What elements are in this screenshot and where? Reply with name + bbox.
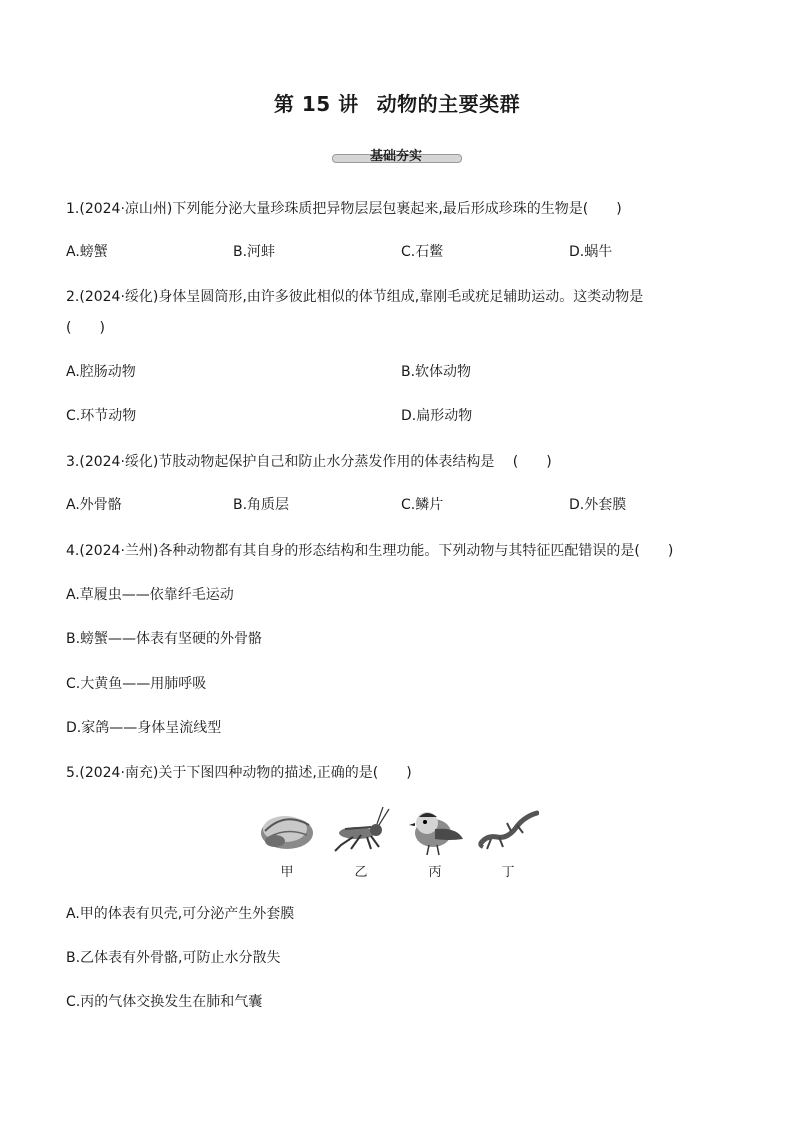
question-4-option-c: C.大黄鱼——用肺呼吸 bbox=[66, 676, 207, 692]
question-4-option-b: B.螃蟹——体表有坚硬的外骨骼 bbox=[66, 631, 263, 647]
page-title bbox=[0, 88, 794, 117]
question-1-option-a: A.螃蟹 bbox=[66, 244, 108, 260]
lesson-number: 第 15 讲 bbox=[273, 92, 359, 116]
question-3-option-a: A.外骨骼 bbox=[66, 497, 122, 513]
question-1-option-b: B.河蚌 bbox=[233, 244, 276, 260]
figure-label-jia: 甲 bbox=[280, 865, 294, 880]
lesson-topic: 动物的主要类群 bbox=[376, 92, 521, 116]
section-tag bbox=[332, 145, 460, 165]
animals-figure bbox=[255, 805, 545, 885]
question-5-option-c: C.丙的气体交换发生在肺和气囊 bbox=[66, 994, 263, 1010]
question-3-option-b: B.角质层 bbox=[233, 497, 290, 513]
question-1-option-d: D.蜗牛 bbox=[569, 244, 613, 260]
question-2-stem-line1: 2.(2024·绥化)身体呈圆筒形,由许多彼此相似的体节组成,靠刚毛或疣足辅助运动。这类动物是 bbox=[66, 289, 644, 305]
figure-label-ding: 丁 bbox=[501, 865, 515, 880]
lizard-image bbox=[477, 805, 539, 855]
bird-image bbox=[405, 805, 465, 857]
question-5-option-a: A.甲的体表有贝壳,可分泌产生外套膜 bbox=[66, 906, 295, 922]
question-2-option-b: B.软体动物 bbox=[401, 364, 472, 380]
question-2-option-a: A.腔肠动物 bbox=[66, 364, 136, 380]
question-4-stem: 4.(2024·兰州)各种动物都有其自身的形态结构和生理功能。下列动物与其特征匹配错误的是( ) bbox=[66, 543, 674, 559]
grasshopper-image bbox=[331, 805, 391, 855]
question-2-option-d: D.扁形动物 bbox=[401, 408, 473, 424]
question-3-stem: 3.(2024·绥化)节肢动物起保护自己和防止水分蒸发作用的体表结构是 ( ) bbox=[66, 454, 552, 470]
figure-label-yi: 乙 bbox=[354, 865, 368, 880]
question-2-option-c: C.环节动物 bbox=[66, 408, 137, 424]
question-2-stem-line2: ( ) bbox=[66, 320, 105, 336]
section-tag-label: 基础夯实 bbox=[369, 149, 422, 164]
question-5-stem: 5.(2024·南充)关于下图四种动物的描述,正确的是( ) bbox=[66, 765, 412, 781]
question-4-option-a: A.草履虫——依靠纤毛运动 bbox=[66, 587, 234, 603]
question-1-stem: 1.(2024·凉山州)下列能分泌大量珍珠质把异物层层包裹起来,最后形成珍珠的生物是( ) bbox=[66, 201, 622, 217]
question-4-option-d: D.家鸽——身体呈流线型 bbox=[66, 720, 222, 736]
clam-image bbox=[257, 805, 317, 855]
question-3-option-d: D.外套膜 bbox=[569, 497, 627, 513]
figure-label-bing: 丙 bbox=[428, 865, 442, 880]
question-1-option-c: C.石鳖 bbox=[401, 244, 444, 260]
question-3-option-c: C.鳞片 bbox=[401, 497, 444, 513]
question-5-option-b: B.乙体表有外骨骼,可防止水分散失 bbox=[66, 950, 281, 966]
